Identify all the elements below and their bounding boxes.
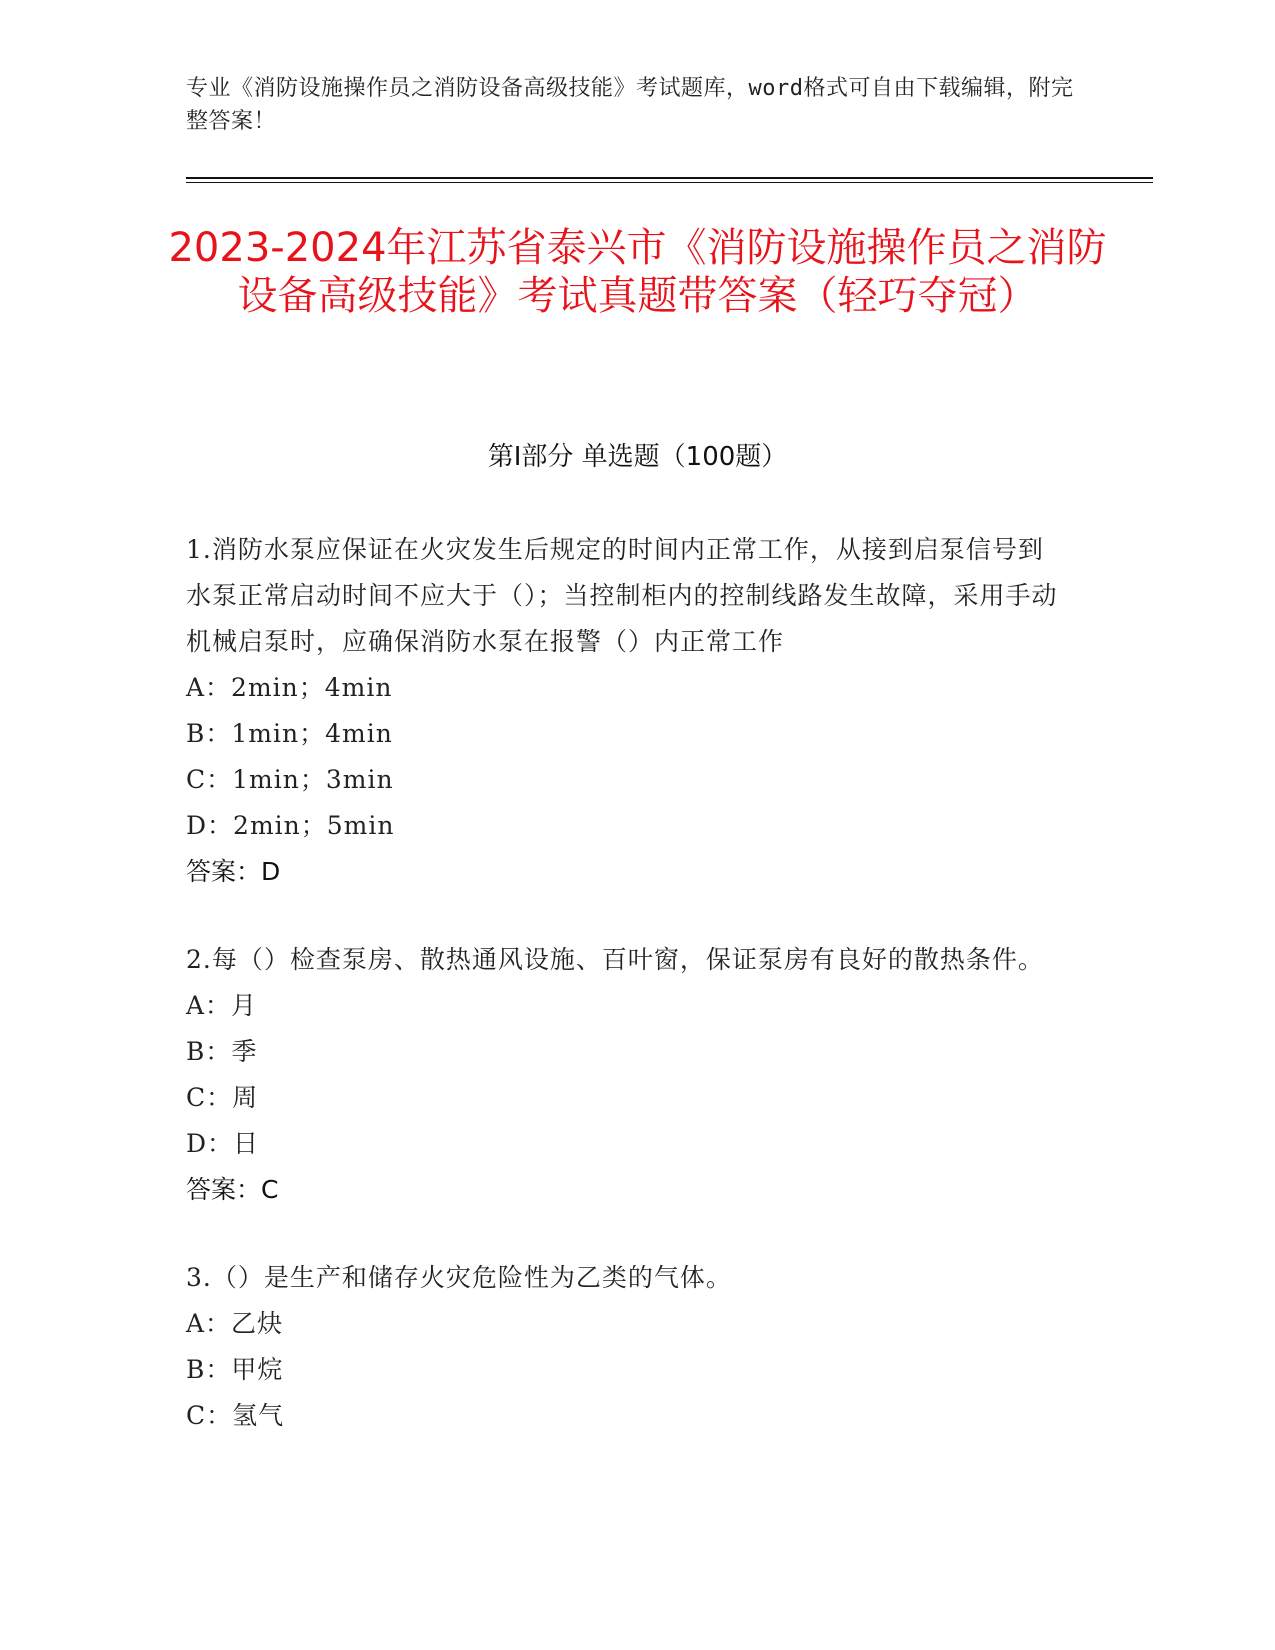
document-title: 2023-2024年江苏省泰兴市《消防设施操作员之消防设备高级技能》考试真题带答案（轻巧夺冠） [168, 225, 1107, 319]
question-list [186, 527, 1066, 1481]
option-a: A：乙炔 [186, 1309, 284, 1338]
option-c: C：1min；3min [186, 765, 394, 794]
option-c: C：周 [186, 1083, 259, 1112]
answer: 答案：D [186, 857, 281, 886]
option-b: B：季 [186, 1037, 258, 1066]
question-stem: 3.（）是生产和储存火灾危险性为乙类的气体。 [186, 1263, 732, 1292]
section-heading: 第Ⅰ部分 单选题（100题） [487, 442, 788, 472]
question-stem: 1.消防水泵应保证在火灾发生后规定的时间内正常工作，从接到启泵信号到水泵正常启动时间不应大于（）；当控制柜内的控制线路发生故障，采用手动机械启泵时，应确保消防水泵在报警（）内正常工作 [186, 535, 1058, 656]
option-a: A：2min；4min [186, 673, 393, 702]
option-b: B：1min；4min [186, 719, 393, 748]
option-d: D：2min；5min [186, 811, 395, 840]
question-item [186, 937, 1066, 1213]
option-d: D：日 [186, 1129, 260, 1158]
option-c: C：氢气 [186, 1401, 285, 1430]
option-b: B：甲烷 [186, 1355, 284, 1384]
header-rule-thin [186, 182, 1153, 183]
header-note: 专业《消防设施操作员之消防设备高级技能》考试题库，word格式可自由下载编辑，附完整答案！ [186, 76, 1074, 134]
question-stem: 2.每（）检查泵房、散热通风设施、百叶窗，保证泵房有良好的散热条件。 [186, 945, 1044, 974]
question-item [186, 527, 1066, 895]
answer: 答案：C [186, 1175, 279, 1204]
header-rule-thick [186, 177, 1153, 179]
question-item [186, 1255, 1066, 1439]
option-a: A：月 [186, 991, 258, 1020]
